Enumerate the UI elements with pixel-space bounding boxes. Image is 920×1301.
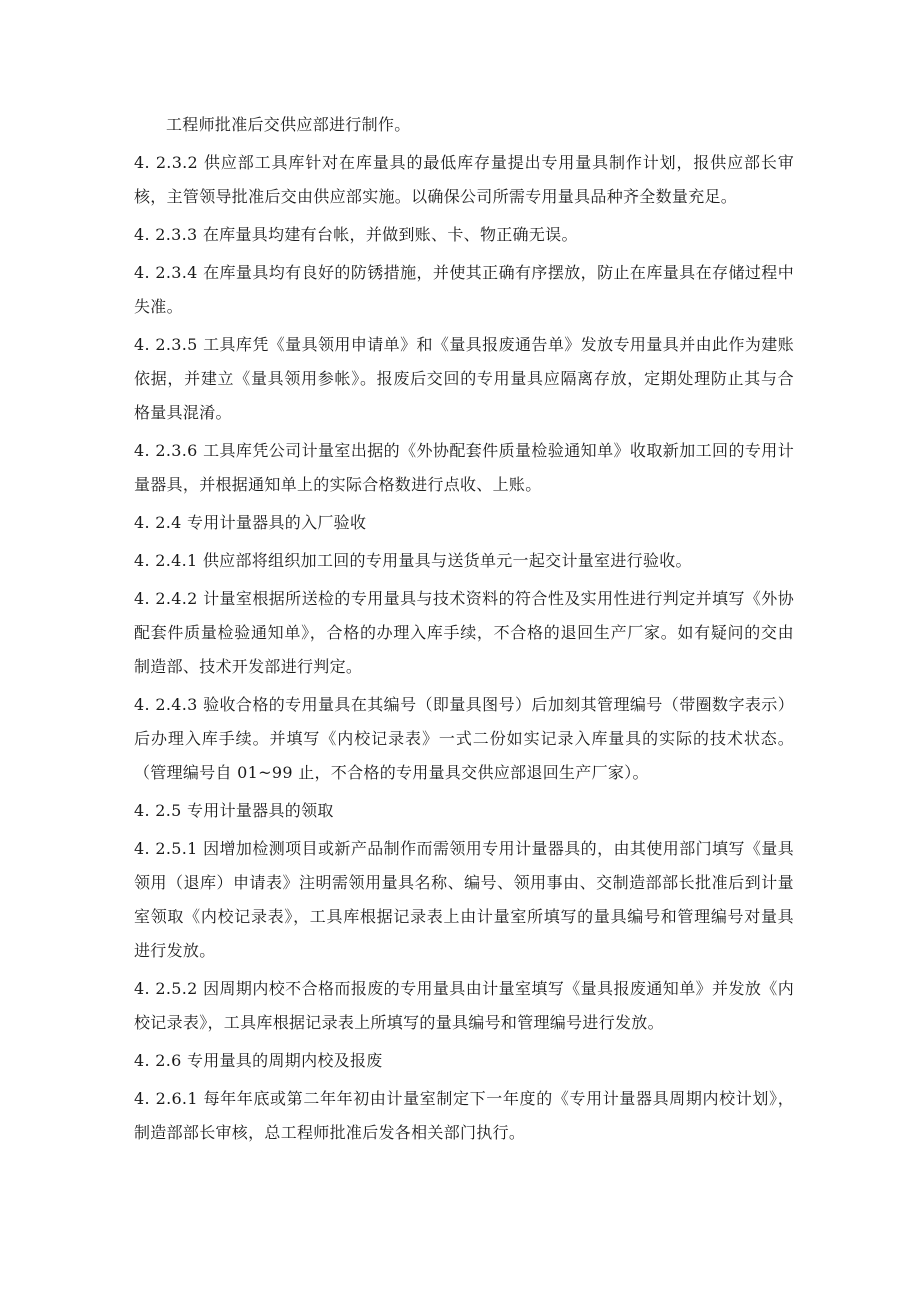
paragraph-4-2-3-3: 4. 2.3.3 在库量具均建有台帐，并做到账、卡、物正确无误。: [134, 225, 578, 244]
paragraph-4-2-3-6: 4. 2.3.6 工具库凭公司计量室出据的《外协配套件质量检验通知单》收取新加工回的专用计量器具，并根据通知单上的实际合格数进行点收、上账。: [134, 441, 794, 494]
paragraph-4-2-3-5: 4. 2.3.5 工具库凭《量具领用申请单》和《量具报废通告单》发放专用量具并由此作为建账依据，并建立《量具领用参帐》。报废后交回的专用量具应隔离存放，定期处理防止其与合格量具混淆。: [134, 335, 794, 422]
paragraph-4-2-5-1: 4. 2.5.1 因增加检测项目或新产品制作而需领用专用计量器具的，由其使用部门填写《量具领用（退库）申请表》注明需领用量具名称、编号、领用事由、交制造部部长批准后到计量室领取《内校记录表》，工具库根据记录表上由计量室所填写的量具编号和管理编号对量具进行发放。: [134, 839, 794, 960]
section-heading-4-2-4: 4. 2.4 专用计量器具的入厂验收: [134, 513, 367, 532]
paragraph-4-2-4-2: 4. 2.4.2 计量室根据所送检的专用量具与技术资料的符合性及实用性进行判定并填写《外协配套件质量检验通知单》，合格的办理入库手续，不合格的退回生产厂家。如有疑问的交由制造部、技术开发部进行判定。: [134, 589, 794, 676]
section-heading-4-2-5: 4. 2.5 专用计量器具的领取: [134, 801, 334, 820]
paragraph-4-2-3-4: 4. 2.3.4 在库量具均有良好的防锈措施，并使其正确有序摆放，防止在库量具在存储过程中失准。: [134, 263, 794, 316]
paragraph-4-2-4-1: 4. 2.4.1 供应部将组织加工回的专用量具与送货单元一起交计量室进行验收。: [134, 551, 692, 570]
paragraph-4-2-4-3: 4. 2.4.3 验收合格的专用量具在其编号（即量具图号）后加刻其管理编号（带圈数字表示）后办理入库手续。并填写《内校记录表》一式二份如实记录入库量具的实际的技术状态。（管理编号自 01~99 止，不合格的专用量具交供应部退回生产厂家）。: [134, 695, 794, 782]
paragraph-4-2-6-1: 4. 2.6.1 每年年底或第二年年初由计量室制定下一年度的《专用计量器具周期内校计划》，制造部部长审核，总工程师批准后发各相关部门执行。: [134, 1089, 794, 1142]
paragraph-4-2-5-2: 4. 2.5.2 因周期内校不合格而报废的专用量具由计量室填写《量具报废通知单》并发放《内校记录表》，工具库根据记录表上所填写的量具编号和管理编号进行发放。: [134, 979, 794, 1032]
paragraph-4-2-3-2: 4. 2.3.2 供应部工具库针对在库量具的最低库存量提出专用量具制作计划，报供应部长审核，主管领导批准后交由供应部实施。以确保公司所需专用量具品种齐全数量充足。: [134, 153, 794, 206]
document-body: [134, 108, 794, 1154]
paragraph-continuation: 工程师批准后交供应部进行制作。: [166, 115, 411, 134]
section-heading-4-2-6: 4. 2.6 专用量具的周期内校及报废: [134, 1051, 383, 1070]
